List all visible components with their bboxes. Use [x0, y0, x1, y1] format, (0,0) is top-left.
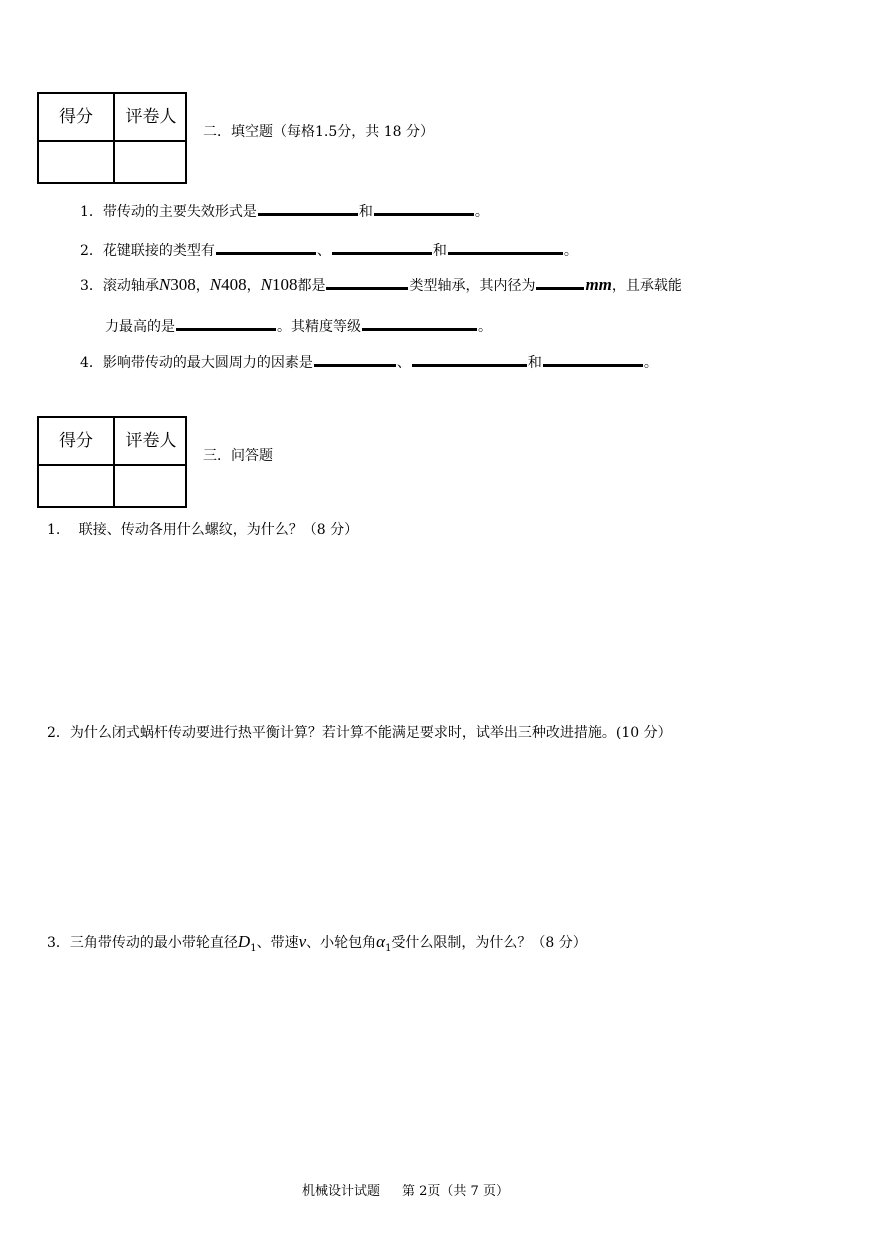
q3-essay-text-d: 受什么限制，为什么？（8 分）: [391, 935, 587, 951]
section3-title: 三．问答题: [203, 448, 273, 464]
q3-essay-text-c: 、小轮包角: [306, 935, 377, 951]
score-label: 得分: [59, 431, 93, 451]
blank: [543, 352, 643, 367]
q3-text-c: 类型轴承，其内径为: [409, 278, 536, 294]
q3-bearing-num: 408: [221, 275, 247, 294]
q2-end: 。: [563, 243, 578, 259]
q2-join: 和: [432, 243, 447, 259]
blank: [332, 240, 432, 255]
q3-comma: ，: [246, 278, 261, 294]
essay-q3: [47, 932, 587, 954]
score-table-2: [37, 416, 187, 508]
diameter-symbol: D: [237, 932, 251, 951]
diameter-subscript: 1: [250, 942, 257, 954]
q3-essay-text-a: 3．三角带传动的最小带轮直径: [47, 935, 238, 951]
q2-text: 2．花键联接的类型有: [80, 243, 215, 259]
q1-text: 1．带传动的主要失效形式是: [80, 204, 257, 220]
q3-unit: mm: [585, 275, 612, 294]
blank: [374, 201, 474, 216]
section2-title: 二．填空题（每格1.5分，共 18 分）: [203, 124, 434, 140]
q3-bearing-n: N: [209, 275, 222, 294]
footer-page: 第 2页（共 7 页）: [402, 1184, 509, 1199]
q1-end: 。: [474, 204, 489, 220]
q4-join: 和: [527, 355, 542, 371]
blank: [412, 352, 527, 367]
q3-line2-b: 。其精度等级: [277, 319, 361, 335]
q3-text-b: 都是: [297, 278, 326, 294]
q3-bearing-num: 308: [170, 275, 196, 294]
fill-q2: [80, 240, 578, 260]
essay-q2: 2．为什么闭式蜗杆传动要进行热平衡计算？若计算不能满足要求时，试举出三种改进措施。(10 分）: [47, 725, 672, 741]
q1-join: 和: [358, 204, 373, 220]
fill-q4: [80, 352, 658, 372]
essay-q1: 1. 联接、传动各用什么螺纹，为什么？（8 分）: [47, 522, 359, 538]
q3-bearing-n: N: [158, 275, 171, 294]
blank: [326, 275, 408, 290]
footer-title: 机械设计试题: [302, 1184, 381, 1199]
footer: [302, 1180, 509, 1199]
q4-sep: 、: [396, 355, 411, 371]
blank: [216, 240, 316, 255]
q4-text: 4．影响带传动的最大圆周力的因素是: [80, 355, 313, 371]
angle-symbol: α: [376, 932, 386, 951]
q3-end: 。: [478, 319, 492, 335]
blank: [536, 275, 584, 290]
grader-label: 评卷人: [125, 107, 177, 127]
q4-end: 。: [643, 355, 658, 371]
speed-symbol: v: [298, 932, 307, 951]
fill-q3: [80, 275, 682, 295]
angle-subscript: 1: [385, 942, 392, 954]
blank: [314, 352, 396, 367]
q3-line2-a: 力最高的是: [105, 319, 175, 335]
q2-sep: 、: [316, 243, 331, 259]
fill-q3-line2: [105, 316, 492, 336]
blank: [176, 316, 276, 331]
score-label: 得分: [59, 107, 93, 127]
blank: [258, 201, 358, 216]
q3-bearing-n: N: [260, 275, 272, 294]
q3-comma: ，: [195, 278, 210, 294]
q3-bearing-num: 108: [271, 275, 298, 294]
grader-label: 评卷人: [125, 431, 177, 451]
q3-text: 3．滚动轴承: [80, 278, 159, 294]
fill-q1: [80, 201, 489, 221]
q3-essay-text-b: 、带速: [256, 935, 299, 951]
blank: [448, 240, 563, 255]
q3-text-d: ，且承载能: [611, 278, 682, 294]
blank: [362, 316, 477, 331]
score-table-1: [37, 92, 187, 184]
